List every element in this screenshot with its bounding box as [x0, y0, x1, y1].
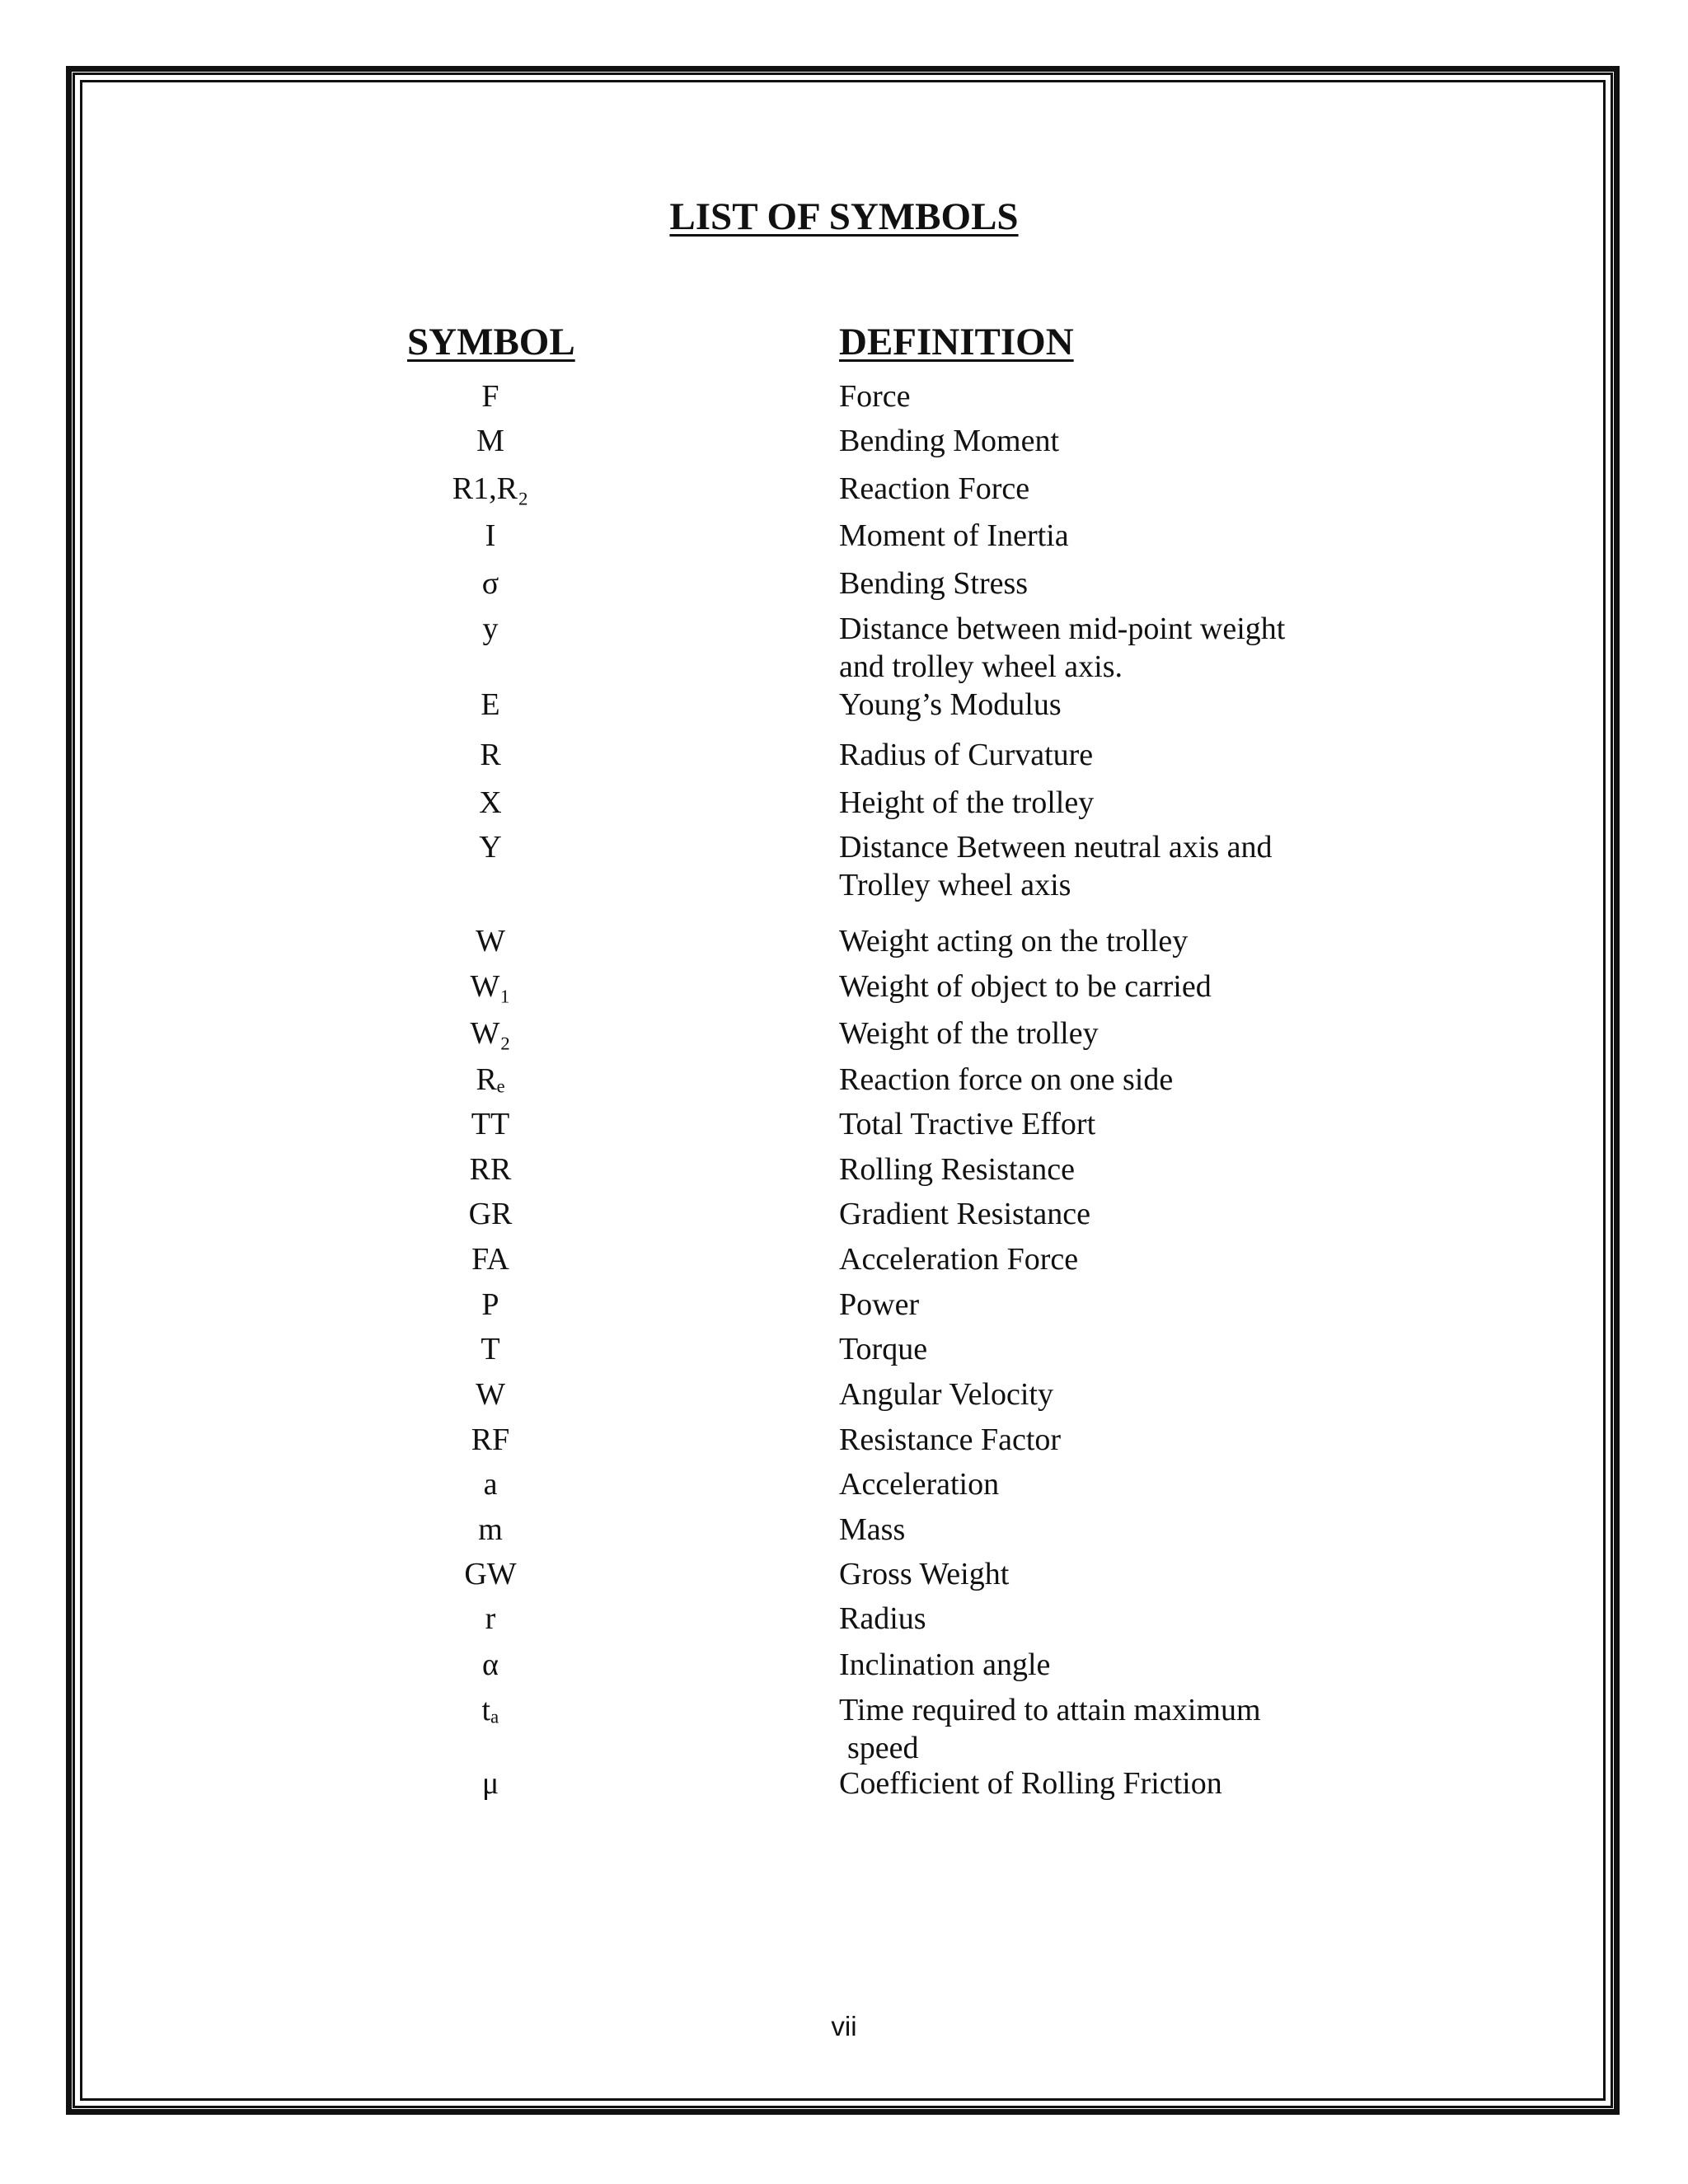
symbol-cell: μ [481, 1766, 499, 1801]
symbol-cell: y [482, 612, 499, 646]
definition-line: Radius of Curvature [839, 738, 1094, 772]
definition-line: Acceleration [839, 1467, 1000, 1502]
definition-cell [839, 784, 1367, 822]
definition-cell [839, 1646, 1367, 1684]
definition-cell [839, 1286, 1367, 1324]
symbol-cell: W₁ [470, 969, 511, 1004]
symbol-cell: RR [469, 1152, 512, 1187]
definition-cell [839, 1015, 1367, 1052]
symbol-cell: W [476, 924, 505, 958]
definition-cell [839, 1061, 1367, 1099]
symbol-cell: P [481, 1287, 499, 1322]
definition-line: Torque [839, 1332, 928, 1366]
definition-line: Acceleration Force [839, 1242, 1079, 1277]
definition-line: Reaction Force [839, 471, 1030, 506]
definition-cell [839, 1240, 1367, 1278]
page-number: vii [831, 2011, 857, 2041]
symbol-cell: W₂ [470, 1016, 511, 1051]
page-title: LIST OF SYMBOLS [669, 195, 1019, 238]
definition-cell [839, 1376, 1367, 1413]
definition-line: Reaction force on one side [839, 1062, 1174, 1097]
definition-line: Weight acting on the trolley [839, 924, 1189, 958]
definition-cell [839, 377, 1367, 415]
symbol-column-header: SYMBOL [407, 321, 575, 363]
symbol-cell: a [483, 1467, 498, 1502]
definition-line: Time required to attain maximum [839, 1693, 1261, 1727]
symbol-cell: R1,R₂ [452, 471, 529, 506]
definition-line: Mass [839, 1512, 906, 1547]
definition-cell [839, 470, 1367, 508]
definition-cell [839, 1600, 1367, 1638]
definition-line: Angular Velocity [839, 1377, 1053, 1412]
definition-line: Bending Moment [839, 424, 1060, 458]
definition-line: Distance between mid-point weight [839, 612, 1286, 646]
definition-line: Inclination angle [839, 1647, 1051, 1682]
definition-cell [839, 1195, 1367, 1233]
symbol-cell: GR [468, 1197, 513, 1231]
symbol-cell: Rₑ [476, 1062, 505, 1097]
definition-line: Rolling Resistance [839, 1152, 1076, 1187]
symbol-cell: GW [464, 1557, 517, 1591]
symbol-cell: TT [471, 1107, 510, 1141]
symbol-cell: I [485, 518, 496, 553]
definition-line: Resistance Factor [839, 1422, 1062, 1457]
symbol-cell: FA [471, 1242, 509, 1277]
definition-cell [839, 1421, 1367, 1459]
symbol-cell: RF [471, 1422, 510, 1457]
definition-line: speed [847, 1731, 919, 1765]
definition-cell [839, 1511, 1367, 1549]
symbol-cell: α [482, 1647, 499, 1682]
definition-column-header: DEFINITION [839, 321, 1074, 363]
definition-line: Gross Weight [839, 1557, 1010, 1591]
definition-cell [839, 1555, 1367, 1593]
definition-line: Power [839, 1287, 920, 1322]
symbol-cell: M [476, 424, 504, 458]
definition-cell [839, 1105, 1367, 1143]
definition-line: Moment of Inertia [839, 518, 1069, 553]
symbol-cell: X [479, 785, 502, 820]
definition-cell [839, 686, 1367, 724]
definition-cell [839, 1765, 1367, 1802]
definition-line: Distance Between neutral axis and [839, 830, 1273, 865]
definition-line: Trolley wheel axis [839, 868, 1071, 902]
definition-line: Radius [839, 1601, 926, 1636]
symbol-cell: W [476, 1377, 505, 1412]
definition-cell [839, 610, 1367, 686]
symbol-cell: Y [479, 830, 502, 865]
symbol-cell: T [481, 1332, 500, 1366]
symbol-cell: m [478, 1512, 503, 1547]
definition-cell [839, 922, 1367, 960]
definition-line: Height of the trolley [839, 785, 1095, 820]
definition-cell [839, 828, 1367, 904]
symbol-cell: tₐ [481, 1693, 499, 1727]
symbol-cell: r [485, 1601, 496, 1636]
definition-cell [839, 1465, 1367, 1503]
definition-line: and trolley wheel axis. [839, 649, 1123, 684]
definition-line: Bending Stress [839, 566, 1029, 601]
definition-line: Weight of the trolley [839, 1016, 1099, 1051]
definition-cell [839, 1691, 1367, 1767]
definition-cell [839, 1330, 1367, 1368]
definition-line: Weight of object to be carried [839, 969, 1212, 1004]
definition-cell [839, 422, 1367, 460]
definition-cell [839, 1151, 1367, 1188]
definition-cell [839, 736, 1367, 774]
symbol-cell: σ [481, 566, 499, 601]
symbol-cell: R [480, 738, 501, 772]
definition-line: Gradient Resistance [839, 1197, 1090, 1231]
definition-cell [839, 517, 1367, 555]
definition-line: Coefficient of Rolling Friction [839, 1766, 1222, 1801]
symbol-cell: F [481, 379, 499, 414]
definition-line: Young’s Modulus [839, 687, 1062, 722]
definition-line: Force [839, 379, 911, 414]
definition-line: Total Tractive Effort [839, 1107, 1096, 1141]
symbol-cell: E [481, 687, 500, 722]
definition-cell [839, 565, 1367, 602]
definition-cell [839, 968, 1367, 1005]
